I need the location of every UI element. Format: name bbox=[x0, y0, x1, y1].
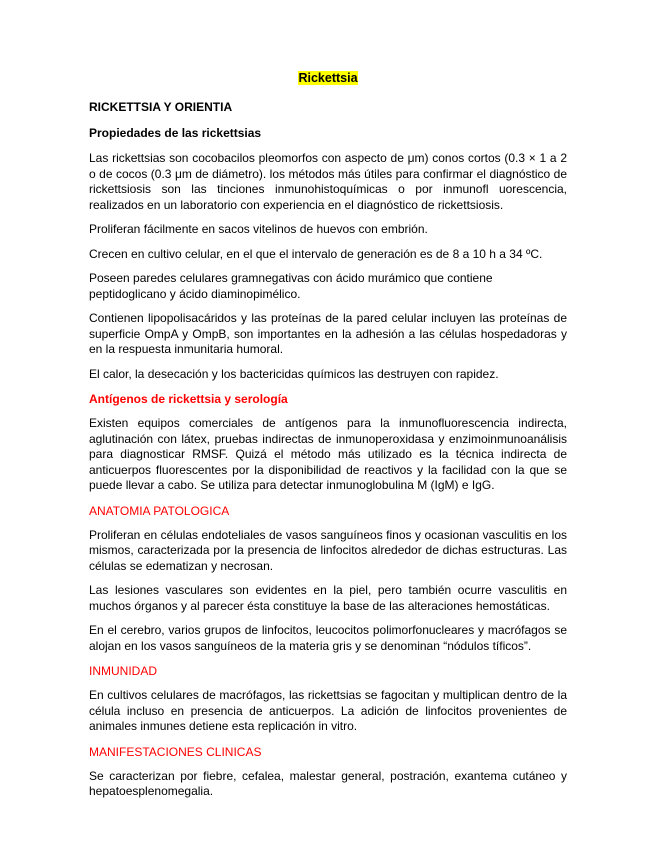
properties-paragraph-1: Las rickettsias son cocobacilos pleomorfos con aspecto de μm) conos cortos (0.3 × 1 a 2 o de cocos (0.3 μm de diámetro). los métodos más útiles para confirmar el diagnóstico de rickettsiosis son las tinciones inmunohistoquímicas o por inmunofl uorescencia, realizados en un laboratorio con experiencia en el diagnóstico de rickettsiosis. bbox=[89, 151, 567, 212]
properties-paragraph-3: Crecen en cultivo celular, en el que el intervalo de generación es de 8 a 10 h a 34 ºC. bbox=[89, 246, 543, 261]
immunity-heading: INMUNIDAD bbox=[89, 664, 157, 678]
properties-paragraph-6: El calor, la desecación y los bactericidas químicos las destruyen con rapidez. bbox=[89, 366, 499, 381]
properties-paragraph-4: Poseen paredes celulares gramnegativas con ácido murámico que contiene peptidoglicano y ácido diaminopimélico. bbox=[89, 271, 493, 301]
immunity-paragraph: En cultivos celulares de macrófagos, las rickettsias se fagocitan y multiplican dentro de la célula incluso en presencia de anticuerpos. La adición de linfocitos provenientes de animales inmunes detiene esta replicación in vitro. bbox=[89, 688, 567, 733]
pathology-paragraph-2: Las lesiones vasculares son evidentes en la piel, pero también ocurre vasculitis en muchos órganos y al parecer ésta constituye la base de las alteraciones hemostáticas. bbox=[89, 583, 567, 613]
properties-heading: Propiedades de las rickettsias bbox=[89, 126, 262, 140]
highlighted-title: Rickettsia bbox=[298, 71, 358, 85]
section-heading: RICKETTSIA Y ORIENTIA bbox=[89, 100, 233, 114]
antigens-paragraph: Existen equipos comerciales de antígenos para la inmunofluorescencia indirecta, aglutinación con látex, pruebas indirectas de inmunoperoxidasa y enzimoinmunoanálisis para diagnosticar RMSF. Quizá el método más utilizado es la técnica indirecta de anticuerpos fluorescentes por la disponibilidad de reactivos y la facilidad con la que se puede llevar a cabo. Se utiliza para detectar inmunoglobulina M (IgM) e IgG. bbox=[89, 416, 567, 492]
pathology-paragraph-1: Proliferan en células endoteliales de vasos sanguíneos finos y ocasionan vasculitis en los mismos, caracterizada por la presencia de linfocitos alrededor de dichas estructuras. Las células se edematizan y necrosan. bbox=[89, 527, 567, 573]
clinical-paragraph: Se caracterizan por fiebre, cefalea, malestar general, postración, exantema cutáneo y hepatoesplenomegalia. bbox=[89, 768, 567, 798]
pathology-heading: ANATOMIA PATOLOGICA bbox=[89, 503, 230, 518]
properties-paragraph-5: Contienen lipopolisacáridos y las proteínas de la pared celular incluyen las proteínas de superficie OmpA y OmpB, son importantes en la adhesión a las células hospedadoras y en la respuesta inmunitaria humoral. bbox=[89, 311, 567, 356]
properties-paragraph-2: Proliferan fácilmente en sacos vitelinos de huevos con embrión. bbox=[89, 222, 428, 236]
pathology-paragraph-3: En el cerebro, varios grupos de linfocitos, leucocitos polimorfonucleares y macrófagos se alojan en los vasos sanguíneos de la materia gris y se denominan “nódulos tíficos”. bbox=[89, 623, 567, 653]
document-body bbox=[89, 70, 567, 809]
antigens-heading: Antígenos de rickettsia y serología bbox=[89, 392, 288, 406]
page-title bbox=[89, 70, 567, 86]
clinical-heading: MANIFESTACIONES CLINICAS bbox=[89, 744, 262, 759]
